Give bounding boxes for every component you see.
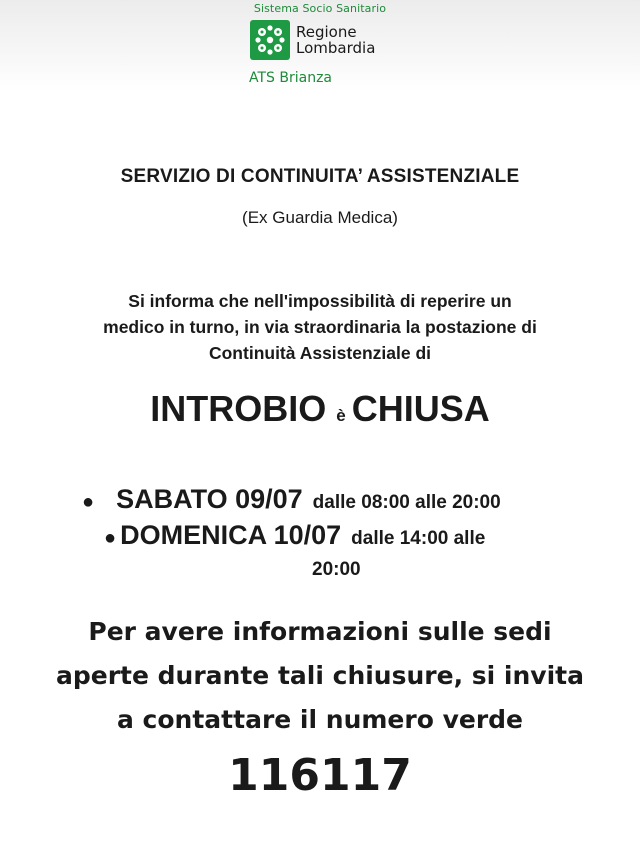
closure-status: CHIUSA <box>351 388 490 429</box>
info-line-3: Continuità Assistenziale di <box>208 343 432 363</box>
notice-title: SERVIZIO DI CONTINUITA’ ASSISTENZIALE <box>120 166 520 187</box>
contact-line-1: Per avere informazioni sulle sedi <box>88 617 552 646</box>
contact-line-3: a contattare il numero verde <box>116 705 524 734</box>
bullet-icon: ● <box>104 527 117 549</box>
agency-name: ATS Brianza <box>249 70 333 86</box>
location-name: INTROBIO <box>150 388 327 429</box>
notice-subtitle: (Ex Guardia Medica) <box>242 208 398 227</box>
organization-name: Sistema Socio Sanitario <box>253 2 387 15</box>
closure-item <box>104 520 485 551</box>
info-line-1: Si informa che nell'impossibilità di reperire un <box>128 291 512 311</box>
closure-hours-continued: 20:00 <box>312 559 361 580</box>
closure-headline <box>0 388 640 430</box>
closure-day: DOMENICA 10/07 <box>120 520 342 550</box>
regione-lombardia-logo <box>250 20 375 60</box>
closure-hours: dalle 08:00 alle 20:00 <box>312 492 501 513</box>
closure-hours: dalle 14:00 alle <box>351 528 486 549</box>
toll-free-number: 116117 <box>228 750 412 801</box>
closure-day: SABATO 09/07 <box>116 484 303 514</box>
info-line-2: medico in turno, in via straordinaria la postazione di <box>103 317 537 337</box>
headline-verb: è <box>336 406 346 425</box>
logo-line-1: Regione <box>296 23 357 41</box>
contact-info <box>0 610 640 742</box>
bullet-icon: ● <box>82 491 95 513</box>
logo-wordmark <box>296 24 375 56</box>
notice-info <box>0 288 640 366</box>
contact-line-2: aperte durante tali chiusure, si invita <box>56 661 584 690</box>
logo-line-2: Lombardia <box>296 39 376 57</box>
rosa-camuna-icon <box>250 20 290 60</box>
closure-item <box>82 484 501 515</box>
